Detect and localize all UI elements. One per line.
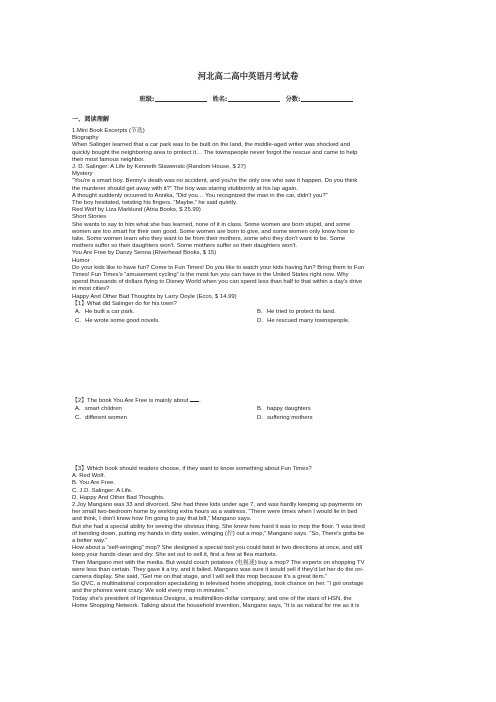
text-line: Then Mangano met with the media. But would couch potatoes (电视迷) buy a mop? The experts on shopping TV bbox=[72, 559, 365, 566]
text-line: But she had a special ability for seeing the obvious thing. She knew how hard it was to mop the floor. “I was tired bbox=[72, 523, 365, 530]
option-row bbox=[72, 405, 432, 414]
option-c: C．He wrote some good novels. bbox=[75, 317, 160, 324]
question-2-tail: . bbox=[199, 398, 201, 404]
passage-2 bbox=[72, 466, 432, 610]
text-line: and think, I don't know how I'm going to pay that bill,” Mangano says. bbox=[72, 516, 252, 523]
text-line: mothers suffer so their daughters won't. Some mothers suffer so their daughters won't. bbox=[72, 243, 298, 250]
text-line: women are too smart for their own good. Some women are born to give, and some women only know how to bbox=[72, 228, 355, 235]
option-d: D．He rescued many townspeople. bbox=[257, 317, 350, 324]
text-line: J. D. Salinger: A Life by Kenneth Slawenski (Random House, $ 27) bbox=[72, 164, 246, 171]
option-d: D．suffering mothers bbox=[257, 414, 313, 421]
text-line: The boy hesitated, twisting his fingers. “Maybe,” he said quietly. bbox=[72, 200, 238, 207]
option-row bbox=[72, 308, 432, 317]
text-line: and the phones went crazy. We sold every mop in minutes.” bbox=[72, 588, 228, 595]
text-line: How about a “self-wringing” mop? She designed a special tool you could twist in two directions at once, and still bbox=[72, 545, 363, 552]
text-line: Biography bbox=[72, 135, 99, 142]
text-line: Humor bbox=[72, 257, 90, 264]
option-b: B．happy daughters bbox=[257, 406, 311, 412]
option-a: A．smart children bbox=[75, 406, 122, 412]
text-line: 2.Joy Mangano was 33 and divorced. She had three kids under age 7, and was hardly keeping up payments on bbox=[72, 502, 363, 509]
text-line: Mystery bbox=[72, 171, 93, 178]
text-line: Today she's president of Ingenious Designs, a multimillion-dollar company, and one of the stars of HSN, the bbox=[72, 595, 352, 602]
text-line: keep your hands clean and dry. She set out to sell it, first a few at flea markets. bbox=[72, 552, 278, 559]
text-line: take. Some women learn who they want to be from their mothers, some who they don't want to be. Some bbox=[72, 236, 346, 243]
text-line: B. You Are Free. bbox=[72, 480, 115, 487]
option-a: A．He built a car park. bbox=[75, 309, 135, 315]
text-line: were less than certain. They gave it a try, and it failed. Mangano was sure it would sell if they'd let her do the on- bbox=[72, 566, 364, 573]
exam-title: 河北高二高中英语月考试卷 bbox=[197, 71, 299, 81]
text-line: Do your kids like to have fun? Come to Fun Times! Do you like to watch your kids having fun? Bring them to Fun bbox=[72, 264, 365, 271]
section-title: 一、阅读理解 bbox=[72, 116, 110, 123]
text-line: in most cities? bbox=[72, 286, 110, 293]
name-blank bbox=[228, 101, 280, 102]
text-line: So QVC, a multinational corporation specializing in televised home shopping, took chance on her. “I got onstage bbox=[72, 581, 364, 588]
text-line: D. Happy And Other Bad Thoughts. bbox=[72, 494, 165, 501]
question-2-options bbox=[72, 405, 432, 422]
text-line: quickly bought the neighboring area to protect it… The townspeople never forgot the rescue and came to help bbox=[72, 149, 358, 156]
text-line: a better way.” bbox=[72, 538, 108, 545]
text-line: Happy And Other Bad Thoughts by Larry Doyle (Ecco, $ 14.99) bbox=[72, 293, 237, 300]
text-line: camera display. She said, “Get me on that stage, and I will sell this mop because it's a great item.” bbox=[72, 574, 328, 581]
student-info-line bbox=[0, 94, 496, 103]
option-row bbox=[72, 414, 432, 423]
question-1-options bbox=[72, 308, 432, 325]
text-line: A thought suddenly occurred to Annika, “Did you… You recognized the man in the car, didn't you?” bbox=[72, 192, 328, 199]
text-line: 1.Mini Book Excerpts (节选) bbox=[72, 128, 145, 134]
text-line: the murderer should get away with it?” The boy was staring stubbornly at his lap again. bbox=[72, 185, 298, 192]
text-line: C. J.D. Salinger: A Life. bbox=[72, 487, 133, 494]
option-b: B．He tried to protect its land. bbox=[257, 309, 336, 315]
text-line: You Are Free by Danzy Senna (Riverhead Books, $ 15) bbox=[72, 250, 217, 257]
text-line: their most famous neighbor. bbox=[72, 156, 145, 163]
name-label: 姓名: bbox=[212, 96, 228, 103]
text-line: of bending down, putting my hands in dirty water, wringing (拧) out a mop,” Mangano says. “So, There's gotta be bbox=[72, 530, 365, 537]
text-line: Times! Fun Times's “amusement cycling” is the most fun you can have in the United States right now. Why bbox=[72, 272, 349, 279]
text-line: 【1】What did Salinger do for his town? bbox=[72, 300, 177, 307]
passage-1 bbox=[72, 128, 432, 308]
text-line: her small two-bedroom home by working extra hours as a waitress. “There were times when I would lie in bed bbox=[72, 509, 358, 516]
answer-blank bbox=[190, 401, 199, 402]
score-blank bbox=[301, 101, 353, 102]
option-row bbox=[72, 317, 432, 326]
question-2-text: 【2】The book You Are Free is mainly about bbox=[72, 398, 189, 404]
text-line: Red Wolf by Liza Marklund (Atria Books, $ 25.99) bbox=[72, 207, 201, 214]
text-line: 【3】Which book should readers choose, if they want to know something about Fun Times? bbox=[72, 466, 312, 472]
question-2-stem bbox=[72, 395, 201, 404]
option-c: C．different women bbox=[75, 414, 127, 421]
text-line: A. Red Wolf. bbox=[72, 473, 105, 480]
text-line: Short Stories bbox=[72, 214, 107, 221]
text-line: She wants to say to him what she has learned, none of it in class. Some women are born stupid, and some bbox=[72, 221, 351, 228]
class-blank bbox=[155, 101, 207, 102]
score-label: 分数: bbox=[285, 96, 301, 103]
text-line: spend thousands of dollars flying to Disney World when you can spend less than half to that within a day's drive bbox=[72, 279, 363, 286]
text-line: Home Shopping Network. Talking about the household invention, Mangano says, “It is as natural for me as it is bbox=[72, 602, 360, 609]
text-line: “You're a smart boy. Benny's death was no accident, and you're the only one who saw it happen. Do you think bbox=[72, 178, 358, 185]
class-label: 班级: bbox=[139, 96, 155, 103]
text-line: When Salinger learned that a car park was to be built on the land, the middle-aged writer was shocked and bbox=[72, 142, 351, 149]
